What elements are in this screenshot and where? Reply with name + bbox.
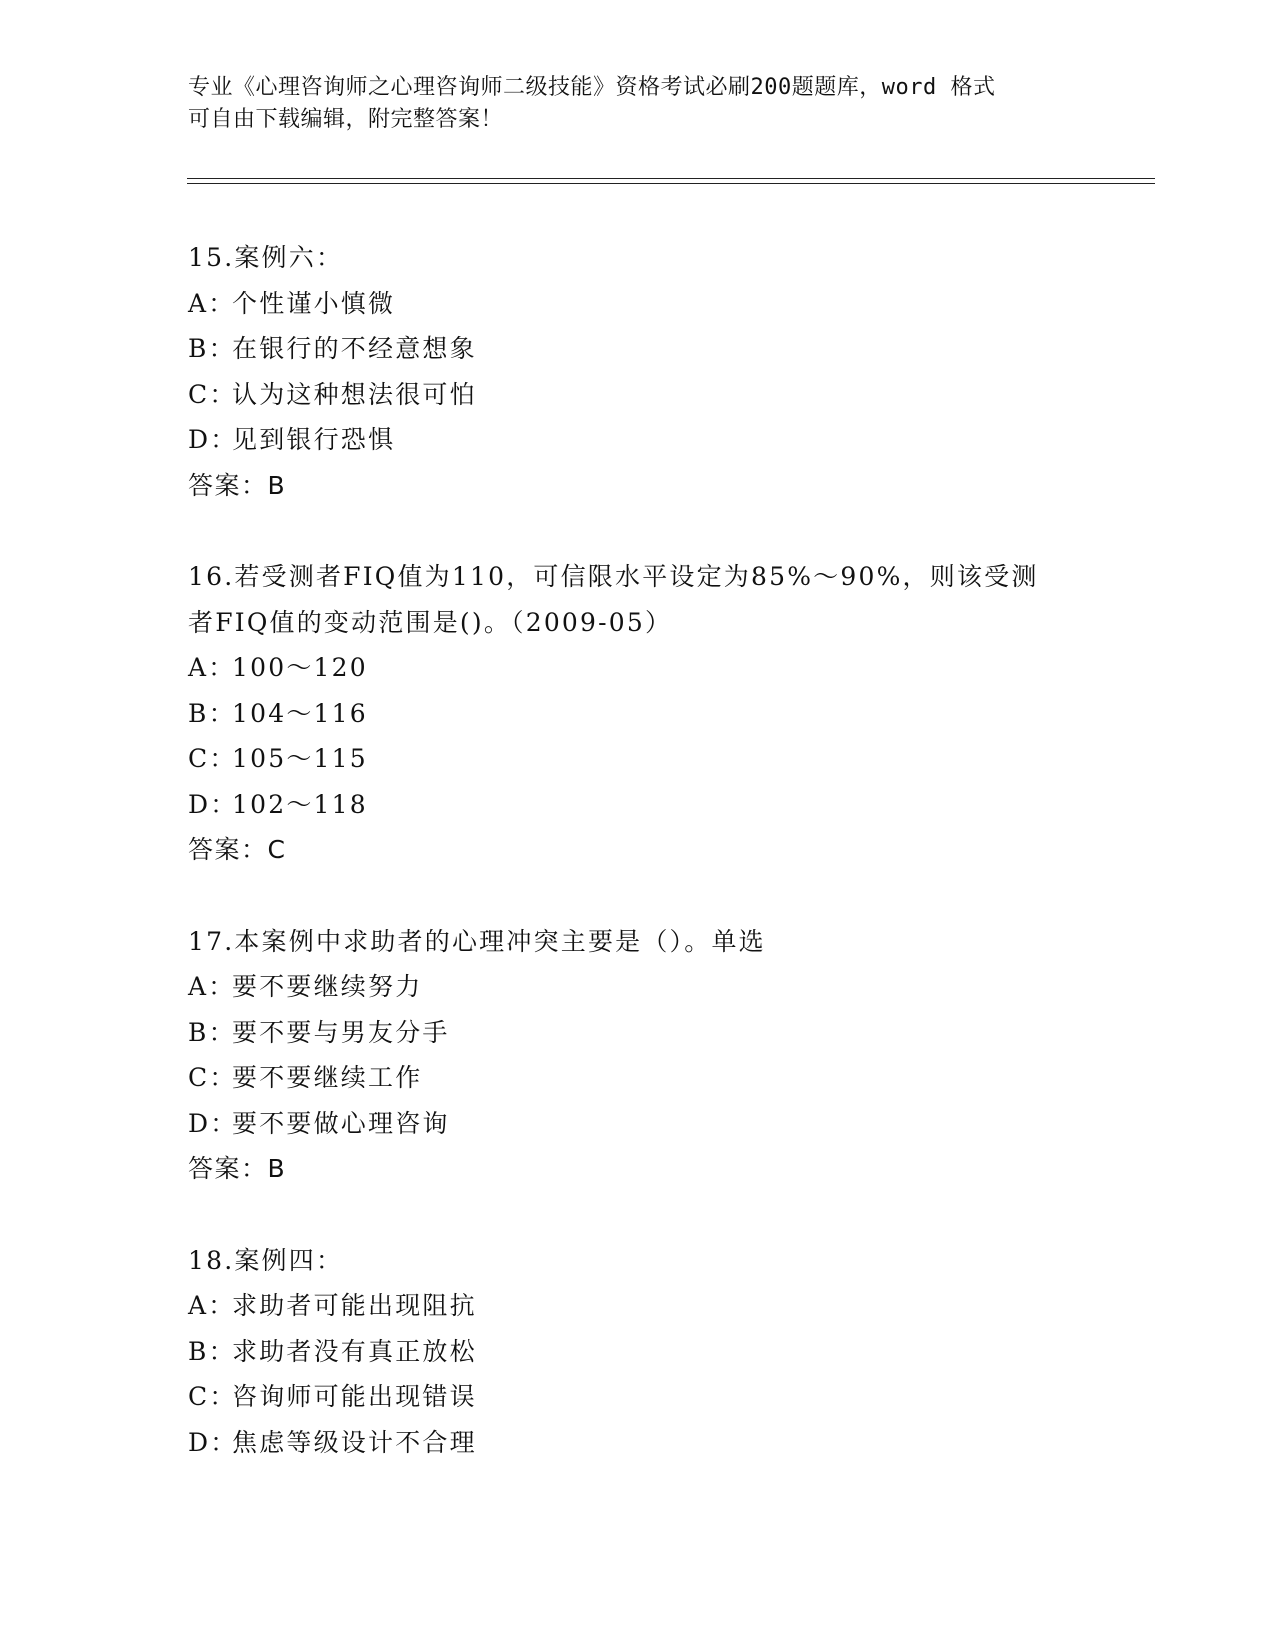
option-text: 咨询师可能出现错误 [232, 1382, 477, 1411]
option-text: 要不要继续工作 [232, 1063, 423, 1092]
option-letter: A： [188, 972, 236, 1001]
option-text: 要不要做心理咨询 [232, 1108, 450, 1138]
option-text: 认为这种想法很可怕 [232, 379, 477, 409]
option-text: 在银行的不经意想象 [232, 334, 477, 363]
question-block [188, 1238, 1168, 1466]
option-text: 要不要继续努力 [232, 972, 423, 1001]
option-c [188, 736, 1168, 782]
option-b [188, 691, 1168, 737]
option-letter: D： [188, 1108, 238, 1138]
document-header [188, 72, 1088, 136]
option-a [188, 281, 1168, 327]
header-line-1: 专业《心理咨询师之心理咨询师二级技能》资格考试必刷200题题库，word 格式 [188, 75, 996, 100]
question-stem: 18.案例四： [188, 1245, 344, 1275]
header-divider-bottom [187, 183, 1155, 184]
answer-line: 答案：B [188, 1154, 287, 1183]
option-c [188, 1374, 1168, 1420]
option-text: 求助者可能出现阻抗 [232, 1291, 477, 1320]
header-line-2: 可自由下载编辑，附完整答案！ [188, 107, 504, 132]
option-b [188, 1010, 1168, 1056]
option-letter: A： [188, 653, 236, 682]
option-a [188, 645, 1168, 691]
option-letter: C： [188, 379, 237, 409]
question-list [188, 235, 1168, 1511]
option-c [188, 372, 1168, 418]
option-a [188, 964, 1168, 1010]
option-text: 105～115 [232, 744, 368, 773]
option-letter: A： [188, 1291, 236, 1320]
answer-line: 答案：B [188, 470, 287, 500]
question-block [188, 919, 1168, 1192]
option-text: 104～116 [232, 698, 368, 728]
option-b [188, 1329, 1168, 1375]
option-text: 100～120 [232, 653, 368, 682]
option-a [188, 1283, 1168, 1329]
option-letter: B： [188, 698, 236, 728]
option-letter: C： [188, 744, 237, 773]
option-b [188, 326, 1168, 372]
question-stem: 15.案例六： [188, 243, 344, 272]
option-text: 102～118 [232, 789, 368, 819]
option-letter: A： [188, 288, 236, 318]
option-text: 个性谨小慎微 [232, 288, 396, 318]
answer-line: 答案：C [188, 835, 287, 864]
option-letter: C： [188, 1382, 237, 1411]
option-text: 求助者没有真正放松 [232, 1336, 477, 1366]
option-letter: B： [188, 1017, 236, 1047]
question-stem: 16.若受测者FIQ值为110，可信限水平设定为85%～90%，则该受测者FIQ值的变动范围是()。（2009-05） [188, 562, 1039, 637]
option-letter: D： [188, 425, 238, 454]
option-letter: B： [188, 334, 236, 363]
option-letter: C： [188, 1063, 237, 1092]
option-letter: B： [188, 1336, 236, 1366]
option-d [188, 417, 1168, 463]
option-c [188, 1055, 1168, 1101]
option-text: 要不要与男友分手 [232, 1017, 450, 1047]
header-divider-top [187, 178, 1155, 179]
option-text: 焦虑等级设计不合理 [232, 1427, 477, 1457]
question-block [188, 554, 1168, 873]
option-d [188, 1420, 1168, 1466]
option-letter: D： [188, 789, 238, 819]
option-d [188, 782, 1168, 828]
option-text: 见到银行恐惧 [232, 425, 396, 454]
question-stem: 17.本案例中求助者的心理冲突主要是（）。单选 [188, 926, 766, 956]
question-block [188, 235, 1168, 508]
option-letter: D： [188, 1427, 238, 1457]
option-d [188, 1101, 1168, 1147]
